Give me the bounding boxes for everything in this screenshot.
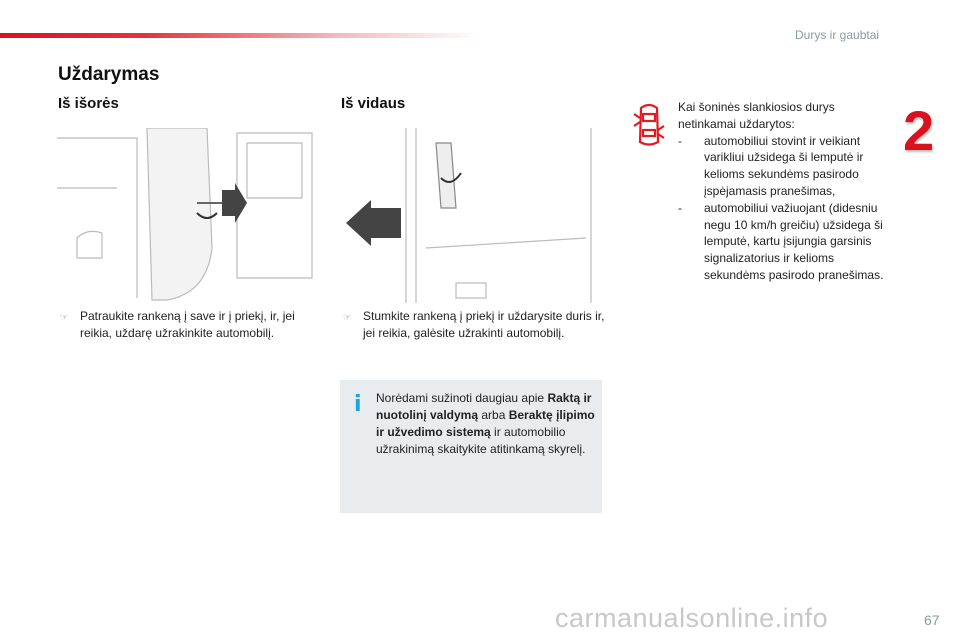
list-item: - automobiliui stovint ir veikiant varikliui užsidega ši lemputė ir kelioms sekundėms pasirodo įspėjamasis pranešimas, <box>678 133 864 198</box>
heading-outside: Iš išorės <box>58 95 119 112</box>
page-title: Uždarymas <box>58 64 160 85</box>
outside-door-illustration <box>57 128 317 303</box>
watermark: carmanualsonline.info <box>555 603 829 633</box>
pointer-icon: ☞ <box>343 312 352 322</box>
info-icon: i <box>354 392 362 417</box>
warning-text <box>678 99 888 284</box>
warning-intro: Kai šoninės slankiosios durys netinkamai uždarytos: <box>678 100 835 131</box>
pointer-icon: ☞ <box>60 312 69 322</box>
info-box <box>340 380 602 513</box>
heading-inside: Iš vidaus <box>341 95 406 112</box>
section-title: Durys ir gaubtai <box>795 28 880 42</box>
door-open-warning-icon <box>632 102 666 153</box>
info-text: Norėdami sužinoti daugiau apie Raktą ir nuotolinį valdymą arba Beraktę įlipimo ir užvedimo sistemą ir automobilio užrakinimą skaitykite atitinkamą skyrelį. <box>376 391 595 456</box>
inside-door-illustration <box>341 128 599 303</box>
header-red-bar <box>0 33 480 38</box>
inside-instruction: Stumkite rankeną į priekį ir uždarysite duris ir, jei reikia, galėsite užrakinti automobilį. <box>363 309 605 340</box>
list-item: - automobiliui važiuojant (didesniu negu 10 km/h greičiu) užsidega ši lemputė, kartu įsijungia garsinis signalizatorius ir kelioms sekundėms pasirodo pranešimas. <box>678 200 884 282</box>
outside-instruction: Patraukite rankeną į save ir į priekį, ir, jei reikia, uždarę užrakinkite automobilį. <box>80 309 295 340</box>
chapter-number: 2 <box>903 99 935 162</box>
page-number: 67 <box>924 612 940 628</box>
